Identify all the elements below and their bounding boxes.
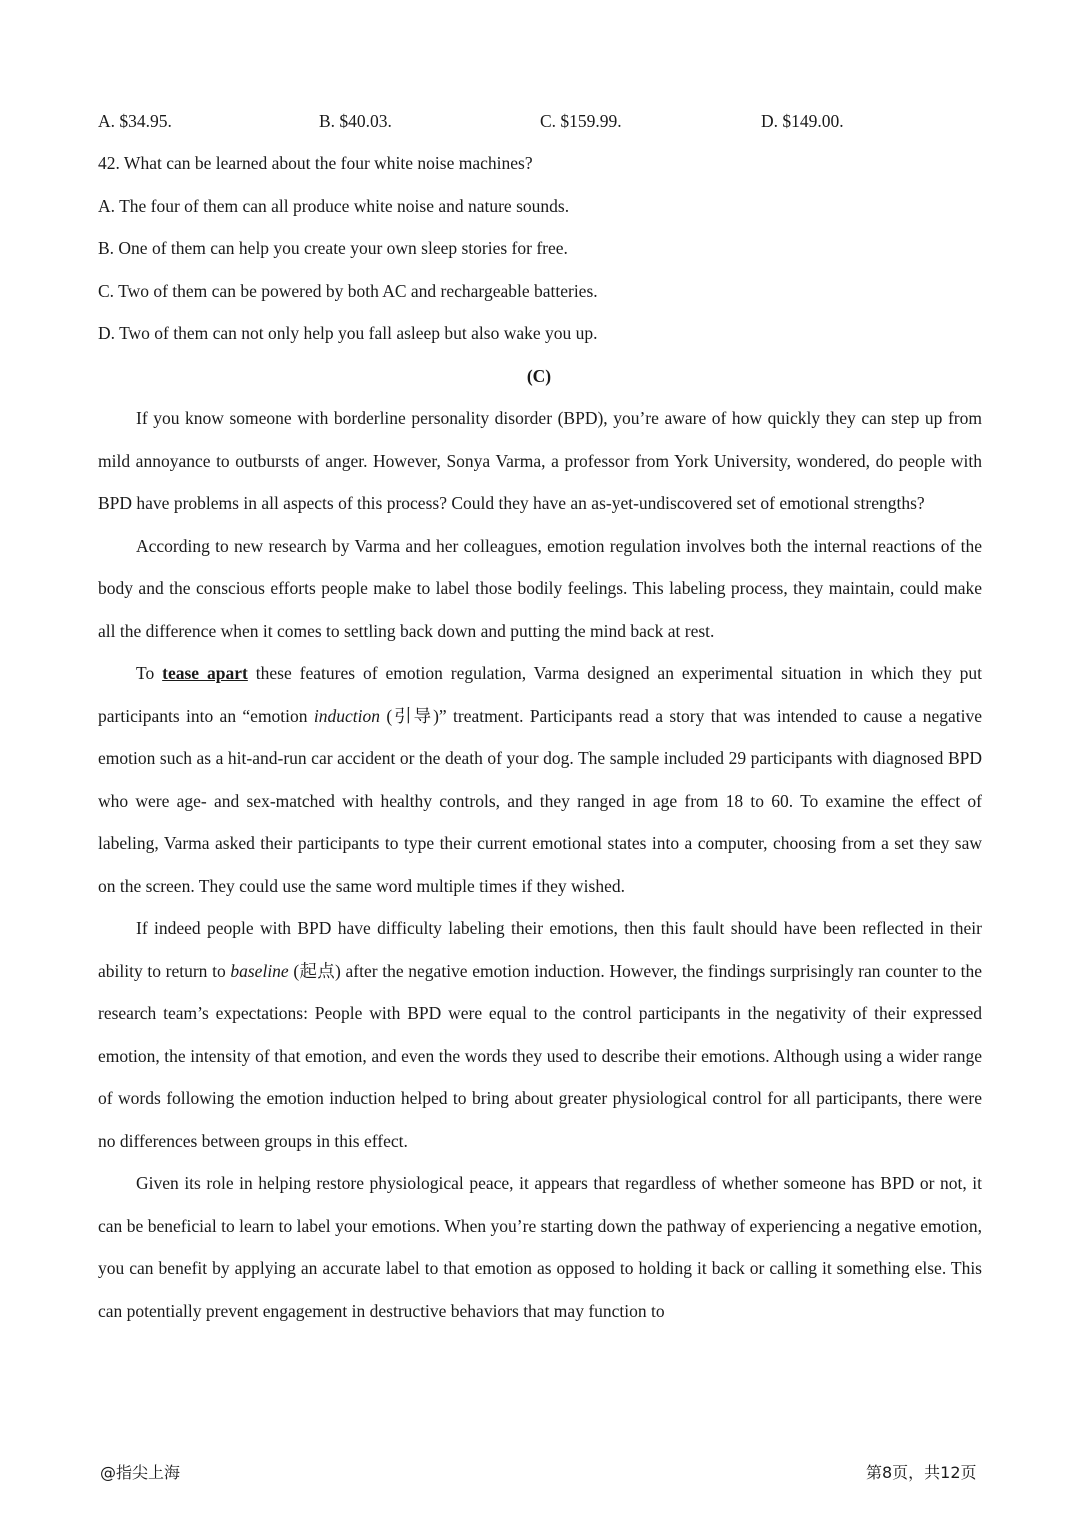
q42-option-b: B. One of them can help you create your own sleep stories for free. [98, 238, 568, 258]
q42-option-a: A. The four of them can all produce white noise and nature sounds. [98, 196, 570, 216]
q41-option-d: D. $149.00. [761, 111, 844, 131]
paragraph-4-start: If indeed people with BPD have difficulty labeling their emotions, then this fault should have been reflected in their ability to return to [98, 918, 982, 981]
q41-option-c: C. $159.99. [540, 111, 622, 131]
footer-source: @指尖上海 [100, 1463, 181, 1482]
italic-term-baseline: baseline [230, 960, 289, 981]
q41-option-b: B. $40.03. [319, 111, 392, 131]
section-heading: (C) [526, 366, 552, 386]
q42-question: 42. What can be learned about the four white noise machines? [98, 153, 533, 173]
paragraph-4-end: (起点) after the negative emotion induction. However, the findings surprisingly ran counter to the research team’s expectations: People with BPD were equal to the control participants in the negativity of their expressed emotion, the intensity of that emotion, and even the words they used to describe their emotions. Although using a wider range of words following the emotion induction helped to bring about greater physiological control for all participants, there were no differences between groups in this effect. [98, 960, 982, 1151]
footer-page-number: 第8页，共12页 [866, 1463, 977, 1482]
paragraph-3 [98, 652, 982, 907]
paragraph-3-start: To [136, 663, 163, 683]
underlined-phrase: tease apart [162, 663, 248, 683]
passage [98, 397, 982, 1332]
italic-term-induction: induction [313, 705, 380, 726]
q41-option-a: A. $34.95. [98, 111, 172, 131]
paragraph-5: Given its role in helping restore physiological peace, it appears that regardless of whether someone has BPD or not, it can be beneficial to learn to label your emotions. When you’re starting down the pathway of experiencing a negative emotion, you can benefit by applying an accurate label to that emotion as opposed to holding it back or calling it something else. This can potentially prevent engagement in destructive behaviors that may function to [98, 1173, 982, 1321]
paragraph-3-mid: these features of emotion regulation, Varma designed an experimental situation in which they put participants into an “emotion [98, 663, 982, 726]
q42-option-d: D. Two of them can not only help you fall asleep but also wake you up. [98, 323, 598, 343]
paragraph-1: If you know someone with borderline personality disorder (BPD), you’re aware of how quickly they can step up from mild annoyance to outbursts of anger. However, Sonya Varma, a professor from York University, wondered, do people with BPD have problems in all aspects of this process? Could they have an as-yet-undiscovered set of emotional strengths? [98, 408, 982, 513]
paragraph-3-end: (引导)” treatment. Participants read a story that was intended to cause a negative emotion such as a hit-and-run car accident or the death of your dog. The sample included 29 participants with diagnosed BPD who were age- and sex-matched with healthy controls, and they ranged in age from 18 to 60. To examine the effect of labeling, Varma asked their participants to type their current emotional states into a computer, choosing from a set they saw on the screen. They could use the same word multiple times if they wished. [98, 705, 982, 896]
q42-option-c: C. Two of them can be powered by both AC and rechargeable batteries. [98, 281, 598, 301]
paragraph-2: According to new research by Varma and her colleagues, emotion regulation involves both the internal reactions of the body and the conscious efforts people make to label those bodily feelings. This labeling process, they maintain, could make all the difference when it comes to settling back down and putting the mind back at rest. [98, 535, 982, 641]
paragraph-4 [98, 907, 982, 1162]
